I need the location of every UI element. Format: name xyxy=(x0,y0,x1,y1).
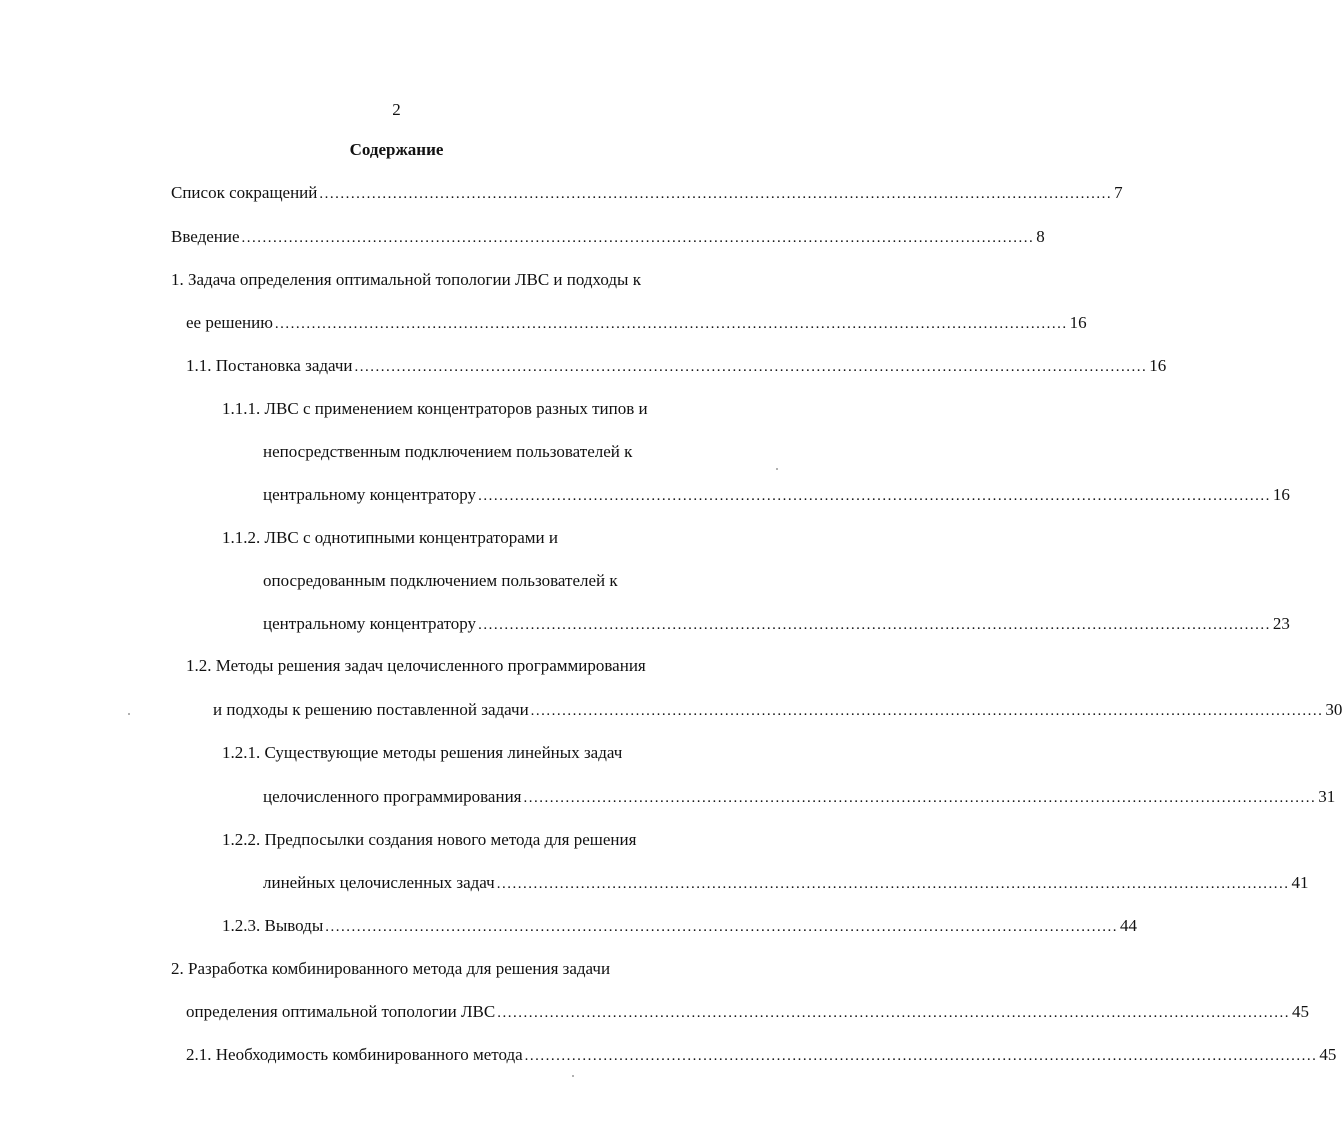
toc-dot-leader: ....................................................................................................................................................... xyxy=(530,703,1324,719)
toc-entry-text: 1.2.1. Существующие методы решения линейных задач xyxy=(222,743,623,762)
toc-entry-text: 1.1.2. ЛВС с однотипными концентраторами и xyxy=(222,528,558,547)
toc-entry-page: 30 xyxy=(1325,700,1342,719)
toc-entry-text: ее решению xyxy=(186,313,273,332)
toc-entry-page: 7 xyxy=(1114,183,1123,202)
toc-dot-leader: ....................................................................................................................................................... xyxy=(354,359,1148,375)
toc-entry xyxy=(263,484,1290,507)
toc-entry-text: 1.2.2. Предпосылки создания нового метода для решения xyxy=(222,830,637,849)
toc-entry-text: 1.2.3. Выводы xyxy=(222,916,324,935)
toc-entry xyxy=(222,742,622,764)
toc-dot-leader: ....................................................................................................................................................... xyxy=(274,316,1068,332)
toc-entry-text: непосредственным подключением пользователей к xyxy=(263,442,633,461)
toc-entry-page: 44 xyxy=(1120,916,1138,935)
toc-dot-leader: ....................................................................................................................................................... xyxy=(478,488,1271,504)
toc-dot-leader: ....................................................................................................................................................... xyxy=(496,876,1290,892)
toc-entry xyxy=(186,355,1167,378)
toc-entry xyxy=(263,786,1336,809)
toc-entry-text: целочисленного программирования xyxy=(263,787,522,806)
toc-entry xyxy=(171,269,641,291)
toc-entry-page: 31 xyxy=(1318,787,1336,806)
toc-entry-text: 1.2. Методы решения задач целочисленного программирования xyxy=(186,656,646,675)
toc-entry-page: 16 xyxy=(1069,313,1087,332)
toc-entry-text: 1.1.1. ЛВС с применением концентраторов разных типов и xyxy=(222,399,648,418)
toc-entry xyxy=(213,699,1342,722)
toc-entry xyxy=(186,312,1087,335)
toc-entry xyxy=(171,958,610,980)
toc-entry xyxy=(186,655,646,677)
toc-entry xyxy=(186,1001,1309,1024)
toc-entry xyxy=(222,527,558,549)
toc-dot-leader: ....................................................................................................................................................... xyxy=(478,617,1271,633)
toc-entry xyxy=(186,1044,1337,1067)
toc-entry-text: опосредованным подключением пользователей к xyxy=(263,571,618,590)
toc-dot-leader: ....................................................................................................................................................... xyxy=(241,230,1035,246)
toc-entry-page: 23 xyxy=(1272,614,1290,633)
toc-entry xyxy=(263,441,632,463)
scan-speck xyxy=(128,713,130,715)
toc-entry xyxy=(263,613,1290,636)
toc-entry-text: 1.1. Постановка задачи xyxy=(186,356,353,375)
toc-entry-text: 2.1. Необходимость комбинированного метода xyxy=(186,1045,523,1064)
toc-entry xyxy=(222,398,648,420)
toc-entry-text: 1. Задача определения оптимальной топологии ЛВС и подходы к xyxy=(171,270,641,289)
toc-dot-leader: ....................................................................................................................................................... xyxy=(325,919,1119,935)
toc-entry-text: и подходы к решению поставленной задачи xyxy=(213,700,529,719)
toc-entry-page: 8 xyxy=(1036,227,1045,246)
toc-dot-leader: ....................................................................................................................................................... xyxy=(319,186,1113,202)
toc-entry-text: центральному концентратору xyxy=(263,485,477,504)
toc-entry xyxy=(263,570,618,592)
scan-speck xyxy=(776,468,778,470)
toc-entry-text: определения оптимальной топологии ЛВС xyxy=(186,1002,496,1021)
toc-entry-page: 16 xyxy=(1272,485,1290,504)
toc-dot-leader: ....................................................................................................................................................... xyxy=(497,1005,1290,1021)
toc-entry-text: центральному концентратору xyxy=(263,614,477,633)
toc-dot-leader: ....................................................................................................................................................... xyxy=(524,1048,1318,1064)
toc-entry-page: 16 xyxy=(1149,356,1167,375)
toc-entry xyxy=(222,829,636,851)
toc-entry-page: 41 xyxy=(1291,873,1309,892)
toc-entry-text: Список сокращений xyxy=(171,183,318,202)
page-title: Содержание xyxy=(349,140,444,159)
toc-entry-page: 45 xyxy=(1319,1045,1337,1064)
toc-entry-text: Введение xyxy=(171,227,240,246)
toc-dot-leader: ....................................................................................................................................................... xyxy=(523,790,1317,806)
toc-entry-page: 45 xyxy=(1292,1002,1309,1021)
page-number: 2 xyxy=(392,100,401,119)
toc-entry xyxy=(171,182,1123,205)
toc-entry xyxy=(222,915,1138,938)
toc-entry xyxy=(171,226,1045,249)
scan-speck xyxy=(572,1075,574,1077)
toc-entry xyxy=(263,872,1309,895)
toc-entry-text: линейных целочисленных задач xyxy=(263,873,495,892)
toc-entry-text: 2. Разработка комбинированного метода для решения задачи xyxy=(171,959,611,978)
